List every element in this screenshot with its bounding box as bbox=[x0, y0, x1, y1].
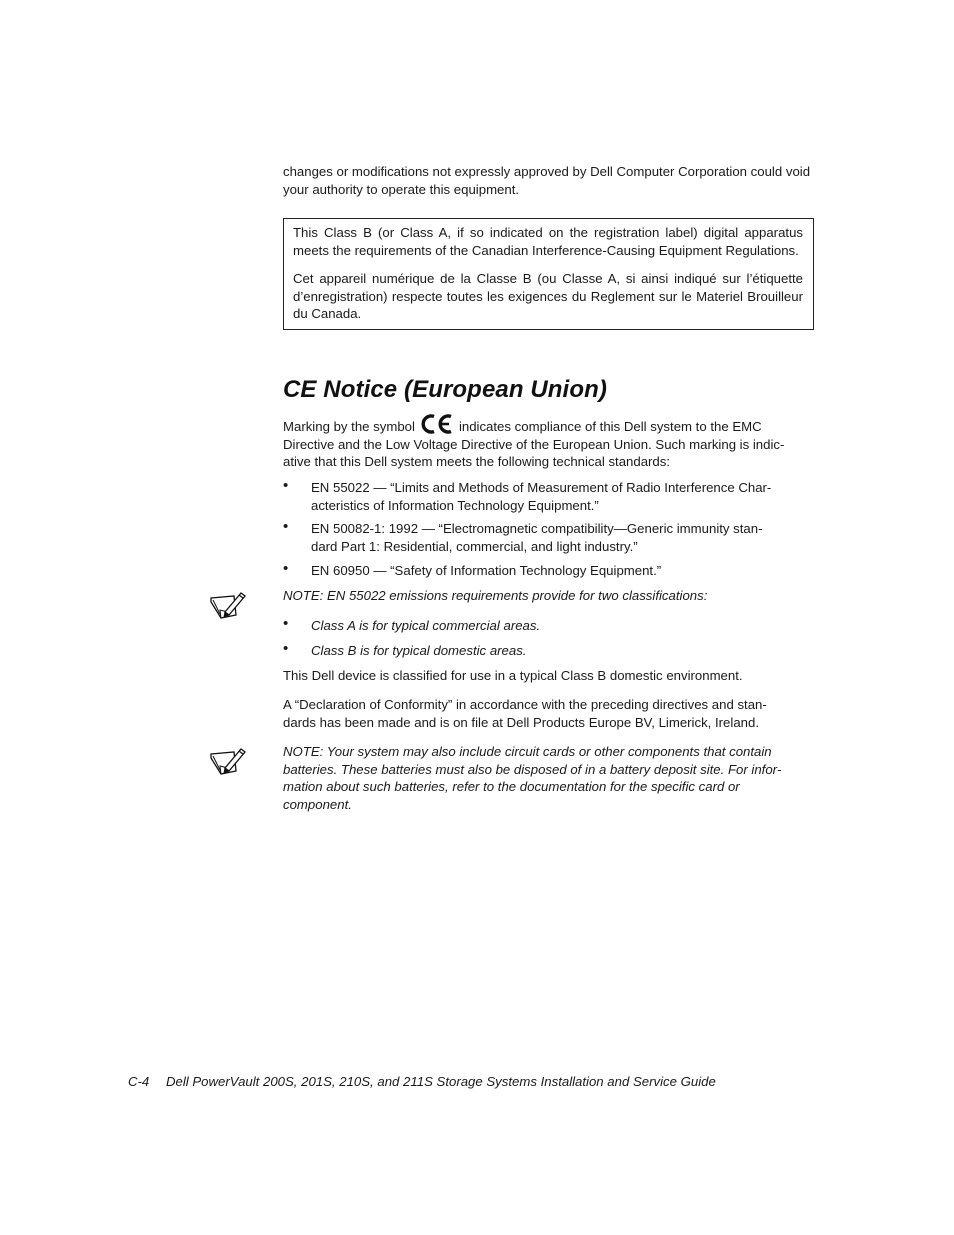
note-batteries-line: NOTE: Your system may also include circuit cards or other components that contain bbox=[283, 744, 772, 759]
standard-line1: EN 50082-1: 1992 — “Electromagnetic compatibility—Generic immunity stan- bbox=[311, 521, 763, 536]
ce-lead-before: Marking by the symbol bbox=[283, 419, 415, 434]
intro-text: changes or modifications not expressly approved by Dell Computer Corporation could void your authority to operate this equipment. bbox=[283, 164, 811, 197]
footer-title: Dell PowerVault 200S, 201S, 210S, and 211S Storage Systems Installation and Service Guide bbox=[166, 1074, 716, 1089]
ce-notice-heading: CE Notice (European Union) bbox=[283, 376, 607, 403]
bullet-dot: • bbox=[283, 477, 289, 494]
standard-list-item bbox=[283, 562, 815, 580]
bullet-dot: • bbox=[283, 640, 289, 657]
canada-french-text: Cet appareil numérique de la Classe B (ou Classe A, si ainsi indiqué sur l’étiquette d’enregistration) respecte toutes les exigences du Reglement sur le Materiel Brouilleur du Canada. bbox=[293, 271, 803, 321]
standard-line2: acteristics of Information Technology Equipment.” bbox=[311, 497, 599, 513]
ce-lead-paragraph bbox=[283, 414, 815, 471]
standard-line2: dard Part 1: Residential, commercial, and light industry.” bbox=[311, 538, 638, 554]
ce-lead-line3: ative that this Dell system meets the following technical standards: bbox=[283, 454, 671, 469]
class-list-item bbox=[283, 617, 815, 635]
standard-list-item bbox=[283, 479, 815, 514]
canada-english-text: This Class B (or Class A, if so indicated on the registration label) digital apparatus meets the requirements of the Canadian Interference-Causing Equipment Regulations. bbox=[293, 225, 803, 258]
page-number: C-4 bbox=[128, 1074, 150, 1089]
ce-mark-icon bbox=[419, 414, 453, 434]
standard-list-item bbox=[283, 520, 815, 555]
note-batteries bbox=[283, 743, 815, 813]
classified-text: This Dell device is classified for use in a typical Class B domestic environment. bbox=[283, 668, 743, 683]
class-b-text: Class B is for typical domestic areas. bbox=[311, 643, 527, 658]
note-pencil-icon bbox=[208, 746, 248, 782]
bullet-dot: • bbox=[283, 518, 289, 535]
declaration-paragraph bbox=[283, 696, 815, 731]
canada-notice-box bbox=[283, 218, 814, 330]
note-batteries-line: batteries. These batteries must also be disposed of in a battery deposit site. For infor- bbox=[283, 761, 782, 777]
ce-lead-line2: Directive and the Low Voltage Directive of the European Union. Such marking is indic- bbox=[283, 436, 785, 452]
bullet-dot: • bbox=[283, 560, 289, 577]
note-emissions: NOTE: EN 55022 emissions requirements provide for two classifications: bbox=[283, 588, 708, 603]
standard-line1: EN 55022 — “Limits and Methods of Measurement of Radio Interference Char- bbox=[311, 480, 772, 495]
class-list-item bbox=[283, 642, 815, 660]
ce-lead-after: indicates compliance of this Dell system to the EMC bbox=[458, 419, 762, 434]
note-batteries-line: mation about such batteries, refer to the documentation for the specific card or bbox=[283, 779, 740, 794]
note-pencil-icon bbox=[208, 590, 248, 626]
page-footer bbox=[128, 1074, 716, 1089]
declaration-line1: A “Declaration of Conformity” in accordance with the preceding directives and stan- bbox=[283, 697, 767, 712]
class-a-text: Class A is for typical commercial areas. bbox=[311, 618, 541, 633]
declaration-line2: dards has been made and is on file at Dell Products Europe BV, Limerick, Ireland. bbox=[283, 714, 759, 730]
note-batteries-line: component. bbox=[283, 796, 352, 812]
intro-paragraph bbox=[283, 163, 815, 198]
bullet-dot: • bbox=[283, 615, 289, 632]
standard-line1: EN 60950 — “Safety of Information Technology Equipment.” bbox=[311, 563, 662, 578]
